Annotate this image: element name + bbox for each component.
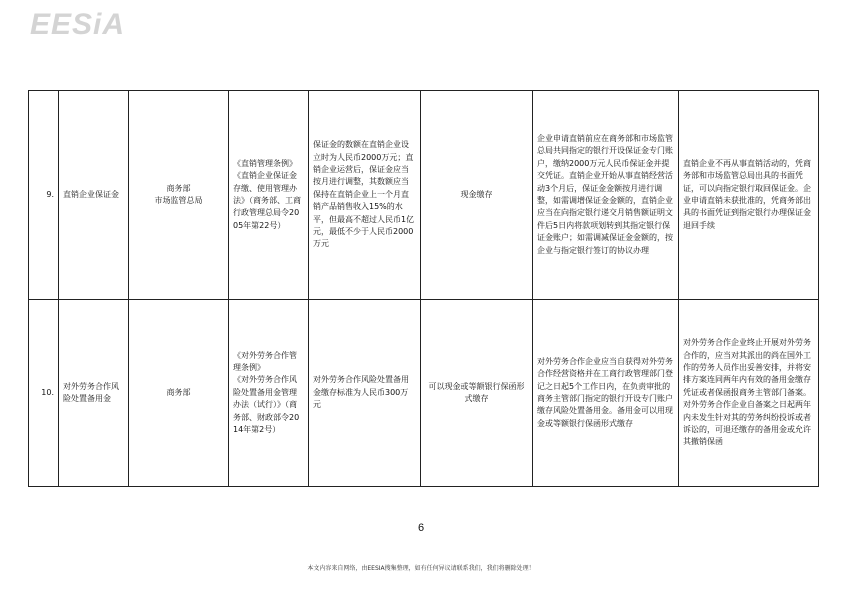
refund-cell: 直销企业不再从事直销活动的，凭商务部和市场监管总局出具的书面凭证，可以向指定银行取回保证金。企业申请直销未获批准的，凭商务部出具的书面凭证到指定银行办理保证金退回手续 bbox=[679, 91, 819, 300]
deposit-name: 直销企业保证金 bbox=[59, 91, 129, 300]
standard-cell: 对外劳务合作风险处置备用金缴存标准为人民币300万元 bbox=[309, 300, 421, 487]
row-number: 10. bbox=[29, 300, 59, 487]
deposit-table bbox=[28, 90, 819, 487]
legal-basis-cell: 《直销管理条例》 《直销企业保证金存缴、使用管理办法》（商务部、工商行政管理总局令2005年第22号） bbox=[229, 91, 309, 300]
process-cell: 企业申请直销前应在商务部和市场监管总局共同指定的银行开设保证金专门账户，缴纳2000万元人民币保证金并提交凭证。直销企业开始从事直销经营活动3个月后，保证金金额按月进行调整，如需调增保证金金额的，直销企业应当在向指定银行递交月销售额证明文件后5日内将款项划转到其指定银行保证金账户；如需调减保证金金额的，按企业与指定银行签订的协议办理 bbox=[533, 91, 679, 300]
legal-basis-cell: 《对外劳务合作管理条例》 《对外劳务合作风险处置备用金管理办法（试行）》（商务部、财政部令2014年第2号） bbox=[229, 300, 309, 487]
process-cell: 对外劳务合作企业应当自获得对外劳务合作经营资格并在工商行政管理部门登记之日起5个工作日内，在负责审批的商务主管部门指定的银行开设专门账户缴存风险处置备用金。备用金可以用现金或等额银行保函形式缴存 bbox=[533, 300, 679, 487]
deposit-name: 对外劳务合作风险处置备用金 bbox=[59, 300, 129, 487]
table-row bbox=[29, 91, 819, 300]
eesia-logo: EESiA bbox=[30, 8, 126, 41]
footer-disclaimer: 本文内容来自网络，由EESIA搜集整理，如有任何异议请联系我们，我们将删除处理！ bbox=[307, 565, 535, 572]
standard-cell: 保证金的数额在直销企业设立时为人民币2000万元；直销企业运营后，保证金应当按月进行调整，其数额应当保持在直销企业上一个月直销产品销售收入15%的水平，但最高不超过人民币1亿元，最低不少于人民币2000万元 bbox=[309, 91, 421, 300]
authority-cell: 商务部 市场监管总局 bbox=[129, 91, 229, 300]
page-number: 6 bbox=[417, 522, 425, 534]
row-number: 9. bbox=[29, 91, 59, 300]
deposit-method-cell: 现金缴存 bbox=[421, 91, 533, 300]
refund-cell: 对外劳务合作企业终止开展对外劳务合作的，应当对其派出的尚在国外工作的劳务人员作出妥善安排，并将安排方案连同两年内有效的备用金缴存凭证或者保函报商务主管部门备案。对外劳务合作企业自备案之日起两年内未发生针对其的劳务纠纷投诉或者诉讼的，可退还缴存的备用金或允许其撤销保函 bbox=[679, 300, 819, 487]
table-row bbox=[29, 300, 819, 487]
deposit-method-cell: 可以现金或等额银行保函形式缴存 bbox=[421, 300, 533, 487]
authority-cell: 商务部 bbox=[129, 300, 229, 487]
